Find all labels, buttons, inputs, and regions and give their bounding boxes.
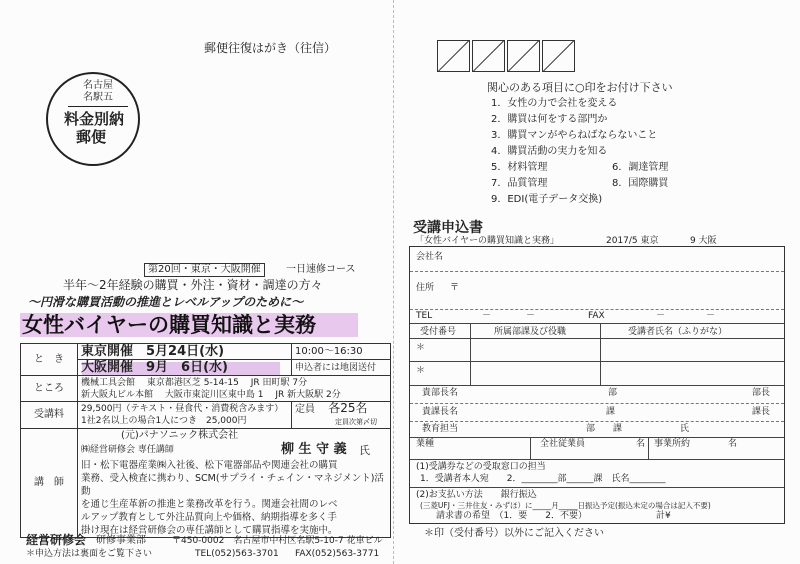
ka-label: 課 — [606, 407, 616, 417]
contact-options[interactable]: 1．受講者本人宛 2．________部______課 氏名________ — [420, 474, 666, 484]
instructor-company: (元)パナソニック株式会社 — [121, 430, 239, 441]
col-divider — [648, 437, 649, 459]
divider — [410, 338, 784, 339]
divider — [410, 385, 784, 386]
manager-label: 貴部長名 — [422, 388, 459, 398]
capacity-value: 各25名 — [328, 401, 368, 415]
session-label: 第20回・東京・大阪開催 — [144, 263, 265, 277]
interest-item-8[interactable]: 8．国際購買 — [612, 178, 669, 189]
divider — [410, 421, 784, 422]
capacity-note: 定員次第〆切 — [335, 418, 377, 426]
org-dept: 研修事業部 — [96, 535, 146, 546]
stamp-line4: 郵便 — [76, 128, 107, 146]
fax-label: FAX — [588, 311, 605, 321]
tagline: ～円滑な購買活動の推進とレベルアップのために～ — [28, 295, 304, 309]
bu-label: 部 — [608, 388, 618, 398]
application-form — [409, 246, 785, 524]
venue1-address: 東京都港区芝 5-14-15 — [146, 377, 239, 388]
col-reception-no: 受付番号 — [420, 327, 457, 337]
bank-options[interactable]: (三菱UFJ・三井住友・みずほ）に_____月_____日振込予定(振込未定の場合は記入不要) — [420, 501, 711, 510]
target-audience: 半年～2年経験の購買・外注・資材・調達の方々 — [63, 278, 323, 292]
bio-line: 旧・松下電器産業㈱入社後、松下電器部品や関連会社の購買 — [81, 460, 338, 471]
divider — [410, 361, 784, 362]
interests-intro: 関心のある項目に○印をお付け下さい — [487, 81, 673, 94]
postcard-type: 郵便往復はがき（往信） — [204, 41, 337, 55]
section-chief-label: 貴課長名 — [422, 407, 459, 417]
col-attendee-name: 受講者氏名（ふりがな） — [628, 327, 728, 337]
capacity-label: 定員 — [295, 404, 315, 415]
star-mark: ＊ — [416, 366, 426, 376]
bio-line: を通じ生産革新の推進と業務改革を行う。関連会社間のレベ — [81, 499, 338, 510]
fee-group: 1社2名以上の場合1人につき 25,000円 — [81, 416, 247, 426]
org-address: 〒450-0002 名古屋市中村区名駅5-10-7 花車ビル — [172, 536, 383, 546]
office-label: 事業所約 — [654, 439, 691, 449]
postal-code-box-4[interactable] — [542, 40, 575, 72]
tel-dash-1: － — [482, 311, 492, 321]
postal-code-box-3[interactable] — [507, 40, 540, 72]
persons-label: 名 — [636, 439, 646, 449]
interest-item-5[interactable]: 5．材料管理 — [491, 162, 548, 173]
interest-item-6[interactable]: 6．調達管理 — [612, 162, 669, 173]
interest-item-1[interactable]: 1．女性の力で会社を変える — [491, 98, 618, 109]
instructor-name: 柳 生 守 義 — [281, 442, 347, 457]
office-persons-label: 名 — [728, 439, 738, 449]
venue2-station: JR 新大阪駅 2分 — [275, 389, 341, 400]
divider — [410, 459, 784, 460]
stamp-line2: 名駅五 — [83, 92, 113, 103]
invoice-preference[interactable]: 請求書の希望 （1．要 2．不要） — [436, 511, 587, 521]
venue2-name: 新大阪丸ビル本館 — [81, 389, 154, 400]
osaka-reference: 9 大阪 — [690, 236, 717, 246]
divider — [410, 271, 784, 272]
bucho-label: 部長 — [752, 388, 771, 398]
edu-contact-label: 教育担当 — [422, 424, 459, 434]
venue1-station: JR 田町駅 7分 — [250, 377, 308, 388]
interest-item-2[interactable]: 2．購買は何をする部門か — [491, 114, 608, 125]
col-divider — [470, 323, 471, 385]
divider — [410, 323, 784, 324]
application-heading: 受講申込書 — [413, 220, 483, 236]
tel-label: TEL — [416, 311, 433, 321]
venue1-name: 機械工具会館 — [81, 377, 136, 388]
sign-label: 計¥ — [656, 511, 671, 521]
postal-code-box-2[interactable] — [472, 40, 505, 72]
interest-item-3[interactable]: 3．購買マンがやらねばならないこと — [491, 130, 658, 141]
divider — [410, 437, 784, 438]
where-label: ところ — [21, 376, 78, 402]
instructor-label: 講 師 — [21, 429, 78, 538]
event-info-table — [20, 343, 391, 538]
divider — [410, 309, 784, 310]
tokyo-date: 東京開催 5月24日(水) — [78, 344, 292, 360]
stamp-line3: 料金別納 — [64, 110, 125, 128]
seminar-title: 女性バイヤーの購買知識と実務 — [22, 313, 316, 337]
interest-item-4[interactable]: 4．購買活動の実力を知る — [491, 146, 608, 157]
session-time: 10:00～16:30 — [292, 344, 391, 360]
instructor-firm: ㈱経営研修会 専任講師 — [81, 445, 174, 455]
postal-code-box-1[interactable] — [437, 40, 470, 72]
industry-label: 業種 — [416, 439, 435, 449]
org-tel: TEL(052)563-3701 — [195, 549, 279, 559]
col-divider — [600, 323, 601, 385]
venue2-address: 大阪市東淀川区東中島 1 — [164, 389, 264, 400]
col-dept-position: 所属部課及び役職 — [494, 327, 567, 337]
address-label: 住所 — [416, 283, 435, 293]
fax-dash-1: － — [656, 311, 666, 321]
instructor-honorific: 氏 — [359, 444, 370, 457]
course-reference: 「女性バイヤーの購買知識と実務」 — [415, 236, 560, 246]
interest-item-7[interactable]: 7．品質管理 — [491, 178, 548, 189]
osaka-date: 大阪開催 9月 6日(水) — [78, 360, 292, 376]
map-note: 申込者には地図送付 — [292, 360, 391, 376]
fax-dash-2: － — [706, 311, 716, 321]
date-reference: 2017/5 東京 — [606, 236, 659, 246]
shi-label: 氏 — [680, 424, 690, 434]
contact-title: (1)受講券などの受取窓口の担当 — [416, 462, 546, 472]
star-mark: ＊ — [416, 343, 426, 353]
bio-line: 掛け現在は経営研修会の専任講師として購買指導を実施中。 — [81, 525, 338, 536]
interest-item-9[interactable]: 9．EDI(電子データ交換) — [491, 194, 603, 205]
org-fax: FAX(052)563-3771 — [295, 549, 380, 559]
divider — [410, 403, 784, 404]
bio-line: ルアップ教育として外注品質向上や価格、納期指導を多く手 — [81, 512, 337, 523]
application-bottom-note: ＊印（受付番号）以外にご記入ください — [424, 528, 604, 539]
bu-ka-label: 部 課 — [586, 424, 623, 434]
course-type: 一日速修コース — [286, 264, 356, 275]
payment-title: (2)お支払い方法 銀行振込 — [416, 490, 537, 500]
employees-label: 全社従業員 — [540, 439, 586, 449]
fee-standard: 29,500円（テキスト・昼食代・消費税含みます） — [81, 404, 284, 414]
stamp-line1: 名古屋 — [83, 80, 113, 91]
divider — [410, 487, 784, 488]
kacho-label: 課長 — [752, 407, 771, 417]
tel-dash-2: － — [526, 311, 536, 321]
footer-note: ＊申込方法は裏面をご覧下さい — [26, 549, 153, 559]
when-label: と き — [21, 344, 78, 376]
col-divider — [530, 437, 531, 459]
postal-mark: 〒 — [450, 283, 460, 293]
fold-line — [393, 0, 394, 564]
org-name: 経営研修会 — [26, 533, 87, 547]
bio-line: 業務、受入検査に携わり、SCM(サプライ・チェイン・マネジメント)活動 — [81, 473, 384, 497]
company-label: 会社名 — [416, 252, 444, 262]
fee-label: 受講料 — [21, 402, 78, 429]
